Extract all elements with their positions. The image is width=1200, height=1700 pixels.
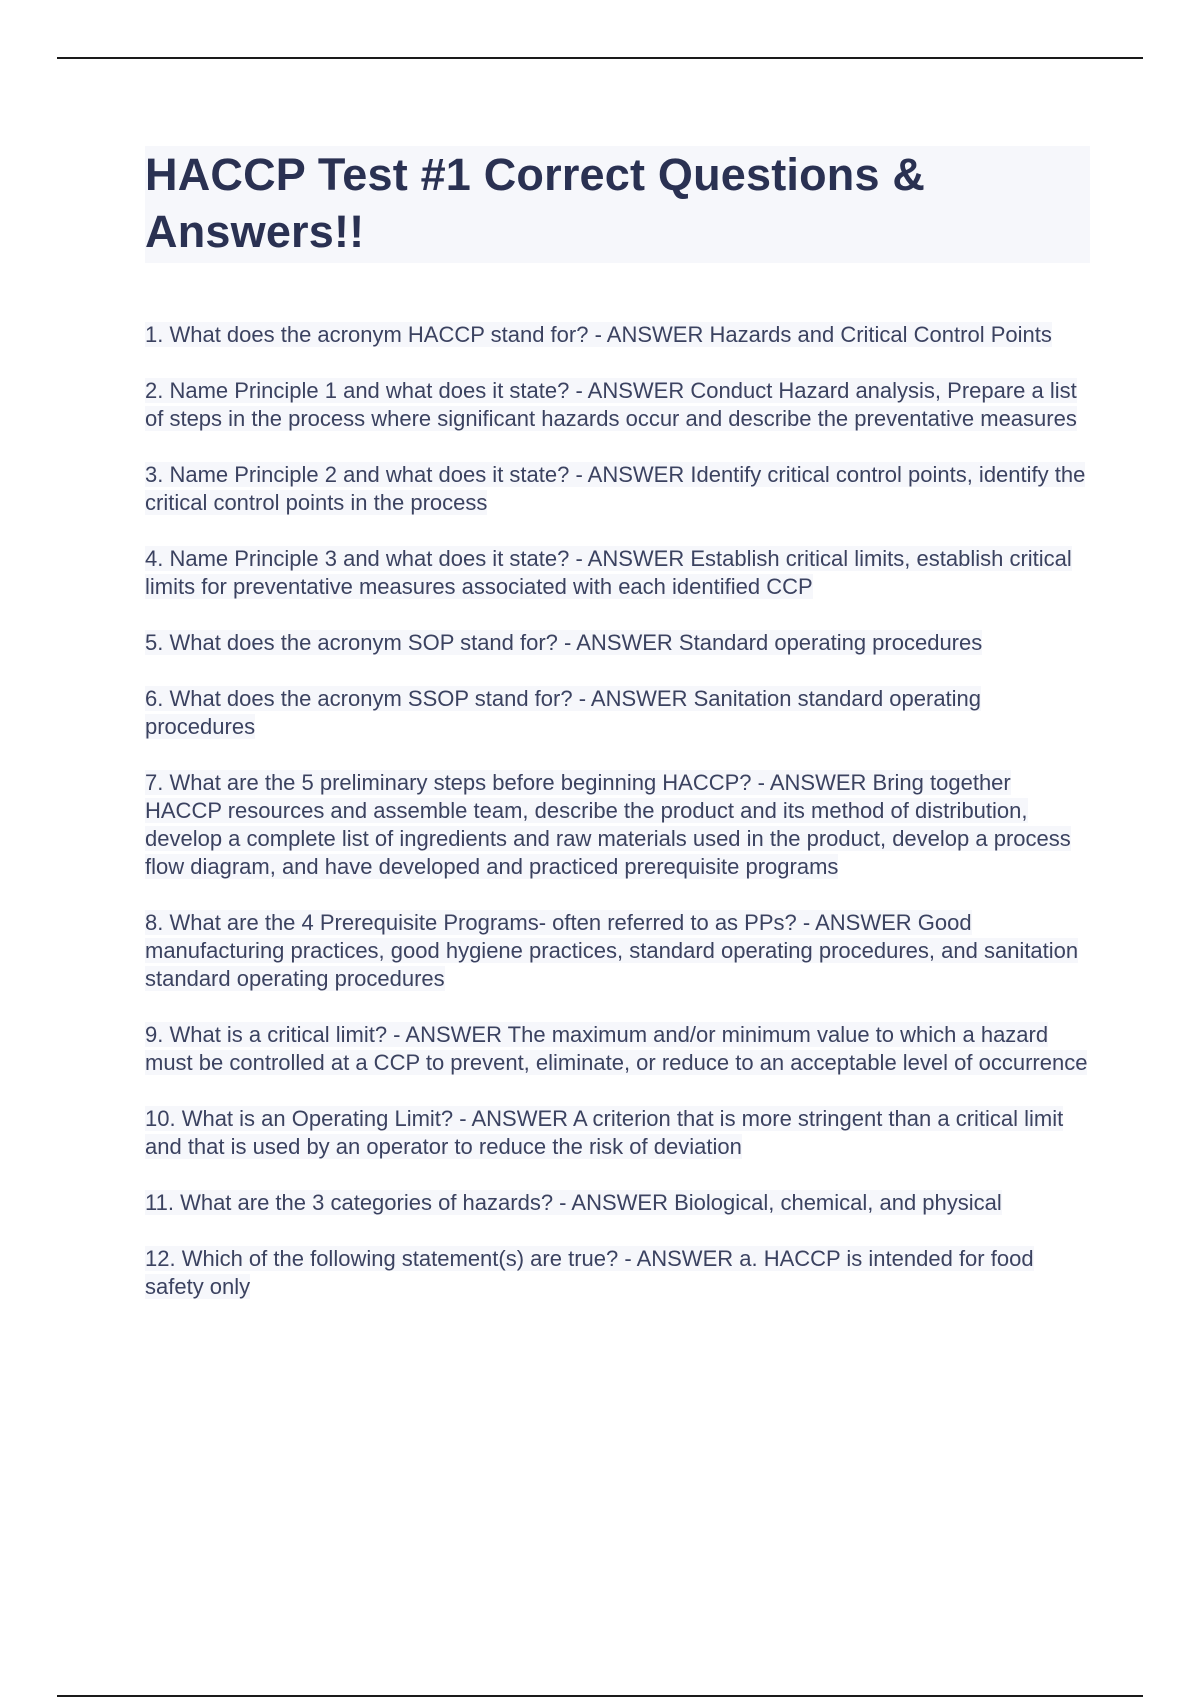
bottom-divider [57, 1695, 1143, 1697]
qa-item-10: 10. What is an Operating Limit? - ANSWER A criterion that is more stringent than a critical limit and that is used by an operator to reduce the risk of deviation [145, 1106, 1064, 1159]
document-body [145, 146, 1090, 1329]
qa-item-9: 9. What is a critical limit? - ANSWER The maximum and/or minimum value to which a hazard must be controlled at a CCP to prevent, eliminate, or reduce to an acceptable level of occurrence [145, 1022, 1088, 1075]
qa-item-1: 1. What does the acronym HACCP stand for? - ANSWER Hazards and Critical Control Points [145, 322, 1052, 347]
qa-list [145, 321, 1090, 1301]
qa-item-5: 5. What does the acronym SOP stand for? - ANSWER Standard operating procedures [145, 630, 983, 655]
qa-item-11: 11. What are the 3 categories of hazards? - ANSWER Biological, chemical, and physical [145, 1190, 1002, 1215]
document-title: HACCP Test #1 Correct Questions & Answers!! [145, 146, 1090, 263]
qa-item-8: 8. What are the 4 Prerequisite Programs- often referred to as PPs? - ANSWER Good manufacturing practices, good hygiene practices, standard operating procedures, and sanitation standard operating procedures [145, 910, 1079, 991]
qa-item-12: 12. Which of the following statement(s) are true? - ANSWER a. HACCP is intended for food safety only [145, 1246, 1034, 1299]
qa-item-2: 2. Name Principle 1 and what does it state? - ANSWER Conduct Hazard analysis, Prepare a list of steps in the process where significant hazards occur and describe the preventative measures [145, 378, 1077, 431]
qa-item-7: 7. What are the 5 preliminary steps before beginning HACCP? - ANSWER Bring together HACCP resources and assemble team, describe the product and its method of distribution, develop a complete list of ingredients and raw materials used in the product, develop a process flow diagram, and have developed and practiced prerequisite programs [145, 770, 1071, 879]
qa-item-6: 6. What does the acronym SSOP stand for? - ANSWER Sanitation standard operating procedures [145, 686, 982, 739]
qa-item-4: 4. Name Principle 3 and what does it state? - ANSWER Establish critical limits, establish critical limits for preventative measures associated with each identified CCP [145, 546, 1072, 599]
qa-item-3: 3. Name Principle 2 and what does it state? - ANSWER Identify critical control points, identify the critical control points in the process [145, 462, 1086, 515]
top-divider [57, 57, 1143, 59]
